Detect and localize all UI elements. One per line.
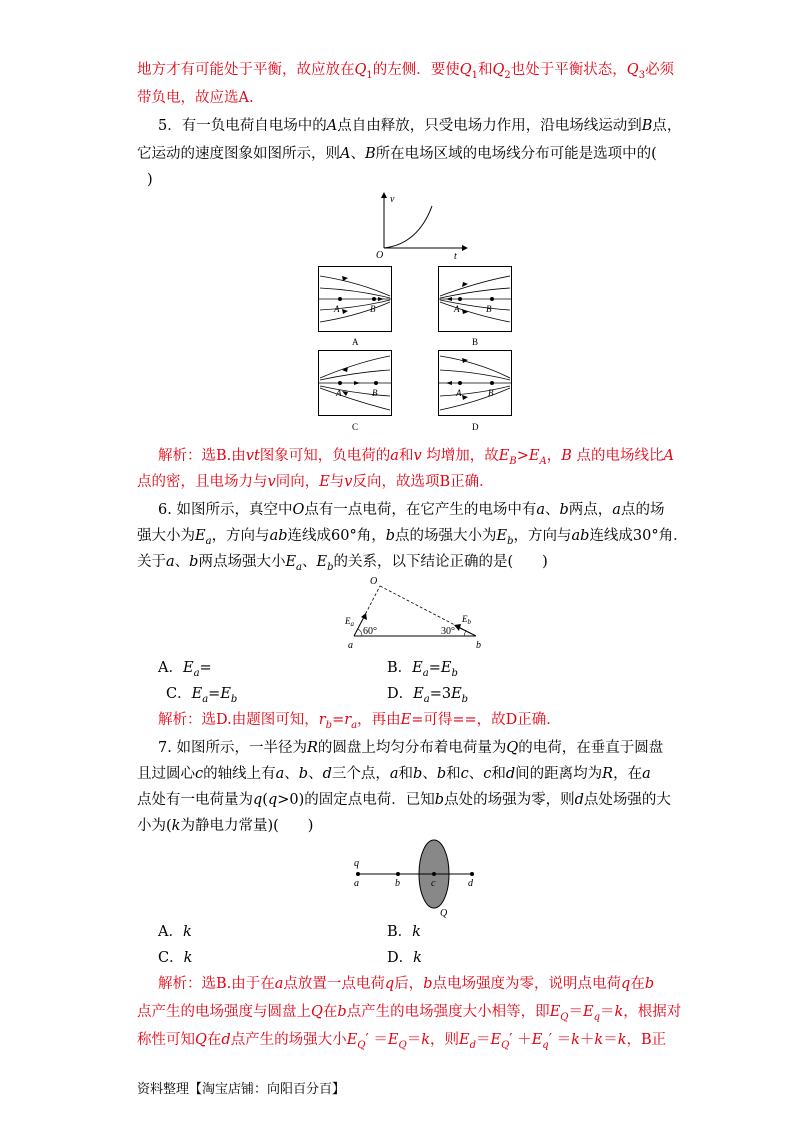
disk-b-label: b bbox=[395, 878, 400, 889]
tri-Ea-label: $E_a$ bbox=[345, 616, 354, 628]
vt-v-label: v bbox=[390, 194, 395, 205]
field-option-C bbox=[318, 350, 394, 434]
q7-option-C: C．k bbox=[158, 950, 193, 966]
panelC-point-B: B bbox=[372, 388, 378, 398]
panelB-point-A: A bbox=[454, 304, 460, 314]
panelD-label: D bbox=[472, 422, 479, 432]
q6-line1: 6. 如图所示，真空中O点有一点电荷，在它产生的电场中有a、b两点，a点的场 bbox=[158, 502, 665, 518]
panelD-point-B: B bbox=[488, 388, 494, 398]
vt-t-label: t bbox=[454, 251, 457, 260]
panelC-label: C bbox=[352, 422, 359, 432]
disk-q-label: q bbox=[354, 858, 359, 869]
q5-line2: 它运动的速度图象如图所示，则A、B所在电场区域的电场线分布可能是选项中的( bbox=[137, 146, 657, 162]
q5-line1: 5．有一负电荷自电场中的A点自由释放，只受电场力作用，沿电场线运动到B点， bbox=[158, 118, 682, 134]
a7-line2: 点产生的电场强度与圆盘上Q在b点产生的电场强度大小相等，即$E_Q=E_q=k$，根据对 bbox=[137, 1004, 682, 1023]
q7-option-B: B．k bbox=[387, 924, 421, 940]
q6-line3: 关于a、b两点场强大小$E_a$、$E_b$的关系，以下结论正确的是( ) bbox=[137, 554, 548, 573]
q7-option-A: A．k bbox=[158, 924, 192, 940]
q7-line4: 小为(k为静电力常量)( ) bbox=[137, 818, 314, 834]
q6-option-A: A．$E_a=$ bbox=[158, 660, 212, 679]
disk-c-label: c bbox=[431, 878, 436, 889]
panelB-label: B bbox=[472, 337, 479, 347]
tri-O-label: O bbox=[370, 576, 378, 587]
q6-option-B: B．$E_a=E_b$ bbox=[387, 660, 458, 679]
tri-angle-60: 60° bbox=[363, 626, 377, 637]
q6-line2: 强大小为$E_a$，方向与ab连线成60°角，b点的场强大小为$E_b$，方向与ab连线成30°角． bbox=[137, 528, 688, 547]
a6-line: 解析：选D.由题图可知，$r_b=r_a$，再由E=可得==，故D正确． bbox=[158, 712, 561, 731]
q7-line3: 点处有一电荷量为q(q>0)的固定点电荷．已知b点处的场强为零，则d点处场强的大 bbox=[137, 792, 671, 808]
disk-Q-label: Q bbox=[440, 908, 448, 918]
panelA-label: A bbox=[352, 337, 359, 347]
disk-d-label: d bbox=[468, 878, 473, 889]
q7-option-D: D．k bbox=[387, 950, 422, 966]
tri-Eb-label: $E_b$ bbox=[462, 614, 471, 626]
q7-line2: 且过圆心c的轴线上有a、b、d三个点，a和b、b和c、c和d间的距离均为R，在a bbox=[137, 766, 651, 782]
disk-figure bbox=[348, 838, 488, 918]
tri-b-label: b bbox=[476, 640, 481, 651]
footer-source: 资料整理【淘宝店铺：向阳百分百】 bbox=[137, 1082, 346, 1097]
field-option-D bbox=[438, 350, 514, 434]
a7-line1: 解析：选B.由于在a点放置一点电荷q后，b点电场强度为零，说明点电荷q在b bbox=[158, 976, 655, 992]
answer-continued-line1: 地方才有可能处于平衡，故应放在$Q_1$的左侧．要使$Q_1$和$Q_2$也处于平衡状态，$Q_3$必须 bbox=[137, 62, 675, 81]
panelA-point-B: B bbox=[370, 304, 376, 314]
answer-continued-line2: 带负电，故应选A. bbox=[137, 90, 254, 106]
panelA-point-A: A bbox=[334, 304, 340, 314]
tri-a-label: a bbox=[348, 640, 353, 651]
q6-option-D: D．$E_a=3E_b$ bbox=[387, 686, 469, 705]
q7-line1: 7. 如图所示，一半径为R的圆盘上均匀分布着电荷量为Q的电荷，在垂直于圆盘 bbox=[158, 740, 664, 756]
disk-a-label: a bbox=[354, 878, 359, 889]
panelC-point-A: A bbox=[336, 388, 342, 398]
q5-line3: ) bbox=[147, 172, 153, 188]
a7-line3: 称性可知Q在d点产生的场强大小$E_Q' =E_Q=k$，则$E_d=E_Q' +E_q' =k+k=k$，B正 bbox=[137, 1032, 667, 1051]
field-option-B bbox=[438, 266, 514, 348]
q6-option-C: C．$E_a=E_b$ bbox=[166, 686, 238, 705]
vt-origin-label: O bbox=[376, 250, 384, 260]
a5-line2: 点的密，且电场力与v同向，E与v反向，故选项B正确． bbox=[137, 474, 494, 490]
vt-graph bbox=[370, 188, 470, 260]
field-option-A bbox=[318, 266, 394, 348]
tri-angle-30: 30° bbox=[441, 626, 455, 637]
panelB-point-B: B bbox=[486, 304, 492, 314]
triangle-figure bbox=[340, 574, 496, 654]
a5-line1: 解析：选B.由vt图象可知，负电荷的a和v 均增加，故$E_B>E_A$，B 点的电场线比A bbox=[158, 448, 674, 467]
panelD-point-A: A bbox=[456, 388, 462, 398]
